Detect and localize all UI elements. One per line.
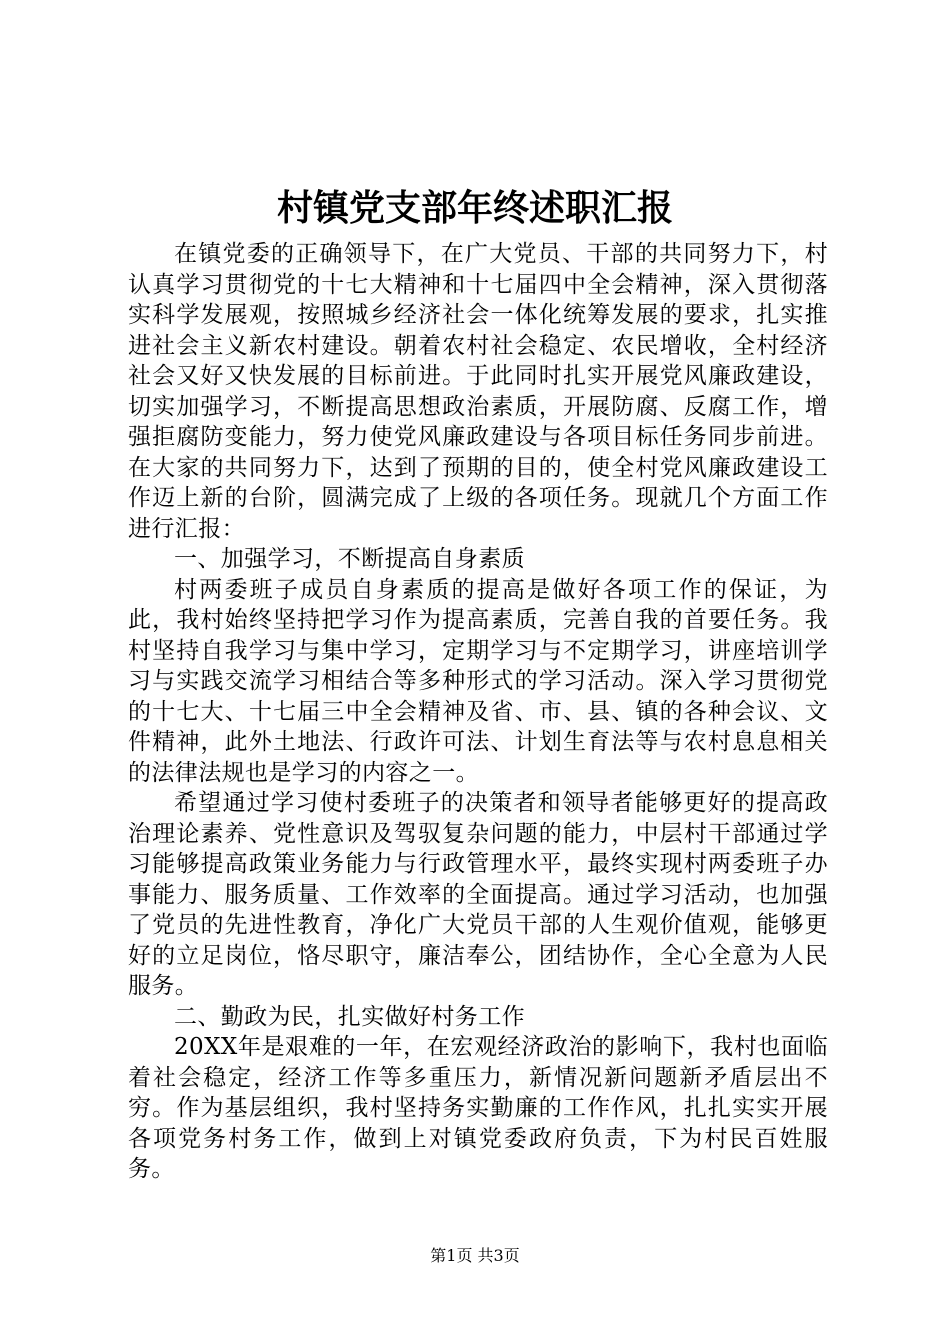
document-title: 村镇党支部年终述职汇报 xyxy=(276,187,673,229)
body-paragraph-3: 希望通过学习使村委班子的决策者和领导者能够更好的提高政治理论素养、党性意识及驾驭复杂问题的能力，中层村干部通过学习能够提高政策业务能力与行政管理水平，最终实现村两委班子办事能力、服务质量、工作效率的全面提高。通过学习活动，也加强了党员的先进性教育，净化广大党员干部的人生观价值观，能够更好的立足岗位，恪尽职守，廉洁奉公，团结协作，全心全意为人民服务。 xyxy=(128,790,828,999)
body-paragraph-2: 村两委班子成员自身素质的提高是做好各项工作的保证，为此，我村始终坚持把学习作为提高素质，完善自我的首要任务。我村坚持自我学习与集中学习，定期学习与不定期学习，讲座培训学习与实践交流学习相结合等多种形式的学习活动。深入学习贯彻党的十七大、十七届三中全会精神及省、市、县、镇的各种会议、文件精神，此外土地法、行政许可法、计划生育法等与农村息息相关的法律法规也是学习的内容之一。 xyxy=(128,576,828,786)
section-heading-2: 二、勤政为民，扎实做好村务工作 xyxy=(174,1003,525,1030)
section-heading-1: 一、加强学习，不断提高自身素质 xyxy=(174,546,525,572)
body-paragraph-4: 20XX年是艰难的一年，在宏观经济政治的影响下，我村也面临着社会稳定，经济工作等多重压力，新情况新问题新矛盾层出不穷。作为基层组织，我村坚持务实勤廉的工作作风，扎扎实实开展各项党务村务工作，做到上对镇党委政府负责，下为村民百姓服务。 xyxy=(128,1034,828,1182)
page-footer: 第1页 共3页 xyxy=(430,1246,520,1265)
body-paragraph-1: 在镇党委的正确领导下，在广大党员、干部的共同努力下，村认真学习贯彻党的十七大精神和十七届四中全会精神，深入贯彻落实科学发展观，按照城乡经济社会一体化统筹发展的要求，扎实推进社会主义新农村建设。朝着农村社会稳定、农民增收，全村经济社会又好又快发展的目标前进。于此同时扎实开展党风廉政建设，切实加强学习，不断提高思想政治素质，开展防腐、反腐工作，增强拒腐防变能力，努力使党风廉政建设与各项目标任务同步前进。在大家的共同努力下，达到了预期的目的，使全村党风廉政建设工作迈上新的台阶，圆满完成了上级的各项任务。现就几个方面工作进行汇报： xyxy=(128,241,828,542)
document-body xyxy=(128,239,828,1185)
